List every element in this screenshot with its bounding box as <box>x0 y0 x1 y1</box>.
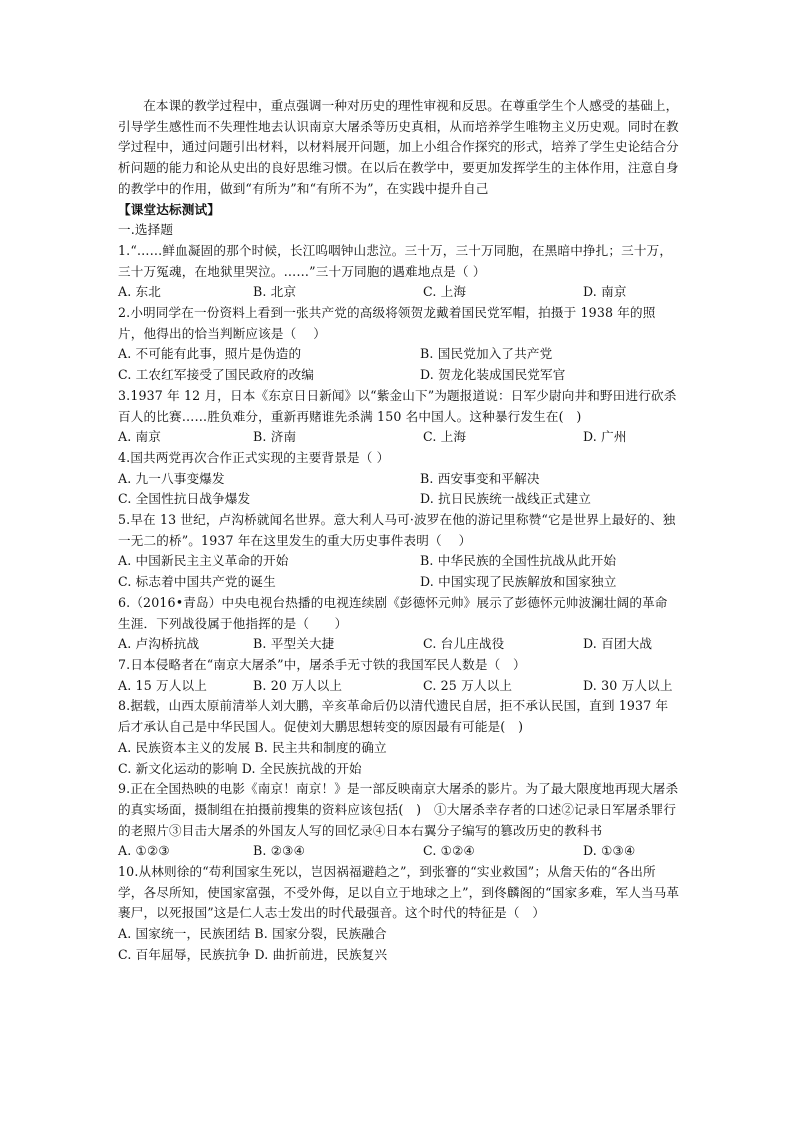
option: B. ②③④ <box>253 843 306 859</box>
question-options <box>118 634 680 655</box>
option: C. 上海 <box>423 429 467 445</box>
option: C. 全国性抗日战争爆发 <box>118 491 251 507</box>
question-options <box>118 676 680 697</box>
option: C. ①②④ <box>423 843 475 859</box>
question-stem: 10.从林则徐的“苟利国家生死以，岂因祸福避趋之”，到张謇的“实业救国”；从詹天佑的“各出所学，各尽所知，使国家富强，不受外侮，足以自立于地球之上”，到佟麟阁的“国家多难，军人当马革裹尸，以死报国”这是仁人志士发出的时代最强音。这个时代的特征是（ ） <box>118 864 680 921</box>
question-options <box>118 841 680 862</box>
option: A. 南京 <box>118 429 162 445</box>
question-stem: 5.早在 13 世纪，卢沟桥就闻名世界。意大利人马可·波罗在他的游记里称赞“它是世界上最好的、独一无二的桥”。1937 年在这里发生的重大历史事件表明（ ） <box>118 512 676 548</box>
question-stem: 9.正在全国热映的电影《南京！南京！》是一部反映南京大屠杀的影片。为了最大限度地再现大屠杀的真实场面，摄制组在拍摄前搜集的资料应该包括( ) ①大屠杀幸存者的口述②记录日军屠杀罪行的老照片③目击大屠杀的外国友人写的回忆录④日本右翼分子编写的篡改历史的教科书 <box>118 781 679 838</box>
option: D. 百团大战 <box>583 636 653 652</box>
option: D. 广州 <box>583 429 627 445</box>
option: B. 中华民族的全国性抗战从此开始 <box>420 553 617 569</box>
option: C. 台儿庄战役 <box>423 636 505 652</box>
question-options <box>118 365 680 386</box>
question-options <box>118 469 680 490</box>
option-line: A. 民族资本主义的发展 B. 民主共和制度的确立 <box>118 739 387 755</box>
part-title: 一.选择题 <box>118 222 174 238</box>
option: C. 标志着中国共产党的诞生 <box>118 574 276 590</box>
question-stem: 2.小明同学在一份资料上看到一张共产党的高级将领贺龙戴着国民党军帽，拍摄于 1938 年的照片，他得出的恰当判断应该是（ ） <box>118 305 656 341</box>
option: D. 30 万人以上 <box>583 677 673 693</box>
option: A. 卢沟桥抗战 <box>118 636 200 652</box>
option: C. 上海 <box>423 284 467 300</box>
question-stem: 3.1937 年 12 月，日本《东京日日新闻》以“紫金山下”为题报道说：日军少尉向井和野田进行砍杀百人的比赛……胜负难分，重新再赌谁先杀满 150 名中国人。这种暴行发生在( ) <box>118 387 677 424</box>
option: A. ①②③ <box>118 843 170 859</box>
option: D. ①③④ <box>583 843 636 859</box>
question-stem: 7.日本侵略者在“南京大屠杀”中，屠杀手无寸铁的我国军民人数是（ ） <box>118 656 526 672</box>
question-stem: 4.国共两党再次合作正式实现的主要背景是（ ） <box>118 449 390 465</box>
question-stem: 6.（2016•青岛）中央电视台热播的电视连续剧《彭德怀元帅》展示了彭德怀元帅波澜壮阔的革命生涯．下列战役属于他指挥的是（ ） <box>118 594 668 631</box>
question-options <box>118 344 680 365</box>
question-stem: 8.据载，山西太原前清举人刘大鹏，辛亥革命后仍以清代遗民自居，拒不承认民国，直到 1937 年后才承认自己是中华民国人。促使刘大鹏思想转变的原因最有可能是( ) <box>118 698 669 735</box>
option: B. 济南 <box>253 429 297 445</box>
option: D. 抗日民族统一战线正式建立 <box>420 491 592 507</box>
option: A. 九一八事变爆发 <box>118 470 225 486</box>
question-options <box>118 282 680 303</box>
option: D. 贺龙化装成国民党军官 <box>420 367 566 383</box>
option-line: C. 新文化运动的影响 D. 全民族抗战的开始 <box>118 760 362 776</box>
option: A. 中国新民主主义革命的开始 <box>118 553 289 569</box>
question-options <box>118 489 680 510</box>
question-options <box>118 551 680 572</box>
teaching-reflection: 在本课的教学过程中，重点强调一种对历史的理性审视和反思。在尊重学生个人感受的基础上，引导学生感性而不失理性地去认识南京大屠杀等历史真相，从而培养学生唯物主义历史观。同时在教学过程中，通过问题引出材料，以材料展开问题，加上小组合作探究的形式，培养了学生史论结合分析问题的能力和论从史出的良好思维习惯。在以后在教学中，要更加发挥学生的主体作用，注意自身的教学中的作用，做到“有所为”和“有所不为”，在实践中提升自己 <box>118 98 679 196</box>
option: B. 20 万人以上 <box>253 677 343 693</box>
option: D. 中国实现了民族解放和国家独立 <box>420 574 617 590</box>
option: D. 南京 <box>583 284 627 300</box>
option: C. 25 万人以上 <box>423 677 513 693</box>
question-options <box>118 572 680 593</box>
section-title: 【课堂达标测试】 <box>118 201 220 217</box>
option: A. 不可能有此事，照片是伪造的 <box>118 346 302 362</box>
option: B. 平型关大捷 <box>253 636 335 652</box>
option: A. 15 万人以上 <box>118 677 208 693</box>
option-line: A. 国家统一，民族团结 B. 国家分裂，民族融合 <box>118 926 387 942</box>
option: B. 国民党加入了共产党 <box>420 346 553 362</box>
question-stem: 1.“……鲜血凝固的那个时候，长江呜咽钟山悲泣。三十万，三十万同胞，在黑暗中挣扎；三十万，三十万冤魂，在地狱里哭泣。……”三十万同胞的遇难地点是（ ） <box>118 242 673 279</box>
document-page <box>118 96 680 966</box>
option-line: C. 百年屈辱，民族抗争 D. 曲折前进，民族复兴 <box>118 946 388 962</box>
option: B. 北京 <box>253 284 297 300</box>
option: B. 西安事变和平解决 <box>420 470 540 486</box>
option: C. 工农红军接受了国民政府的改编 <box>118 367 315 383</box>
question-options <box>118 427 680 448</box>
option: A. 东北 <box>118 284 162 300</box>
